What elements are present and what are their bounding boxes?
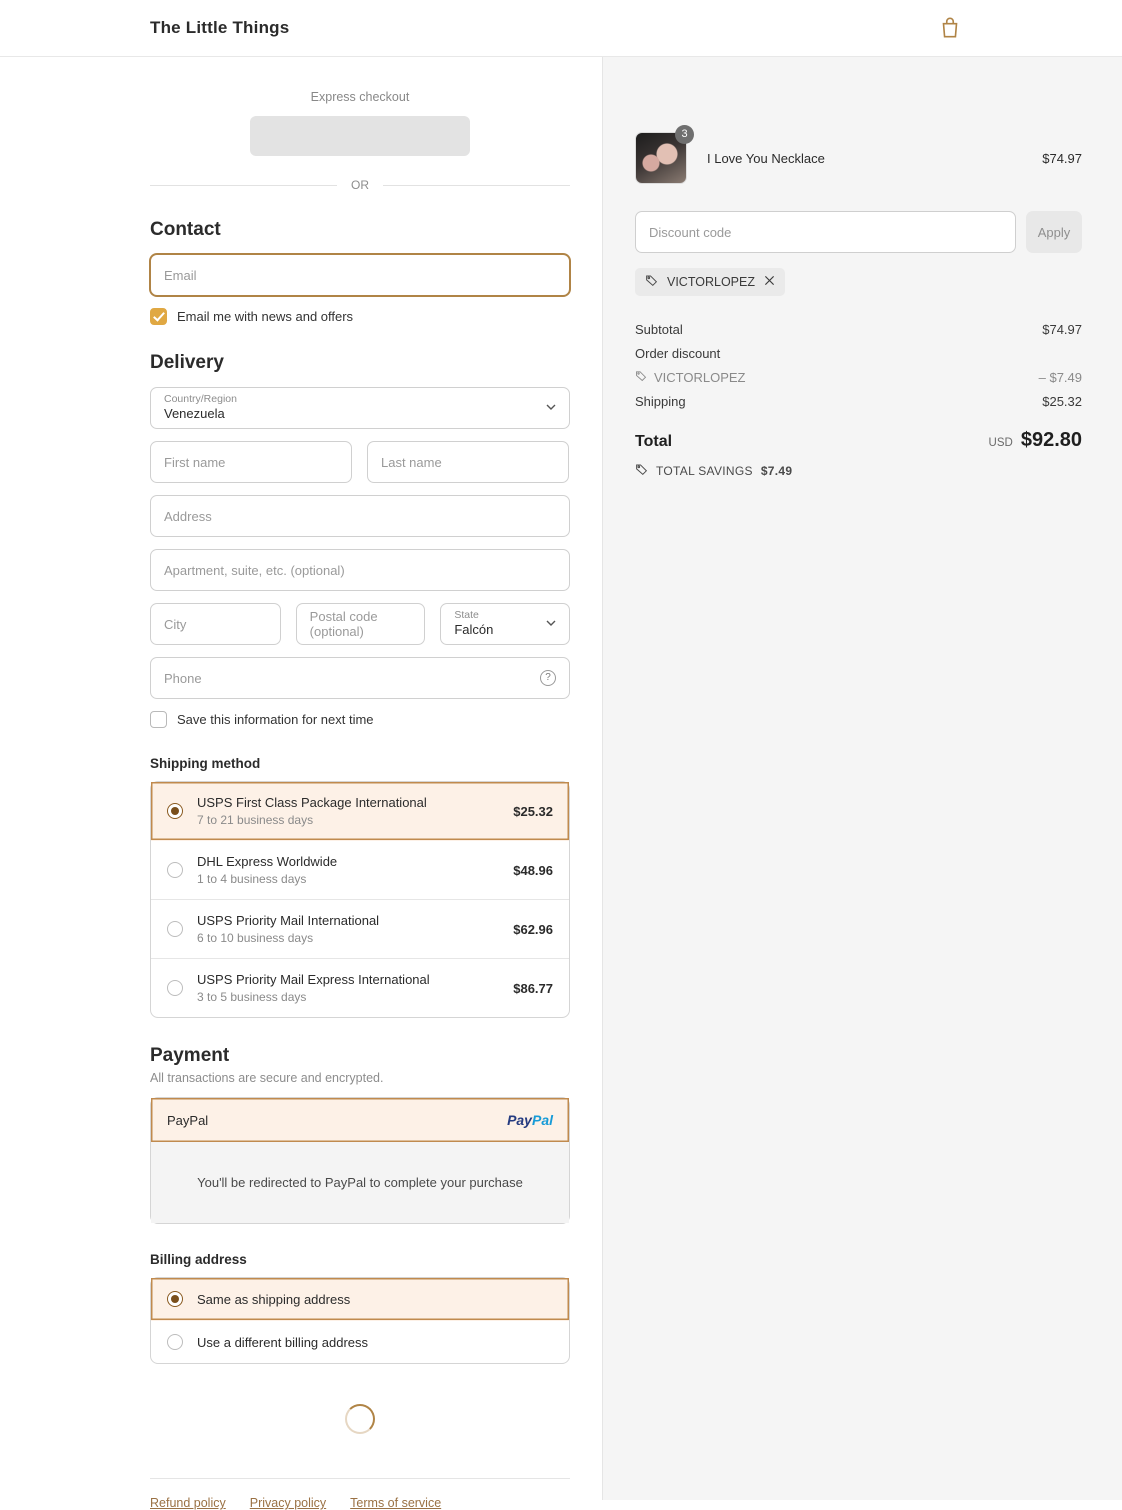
address-placeholder: Address <box>164 508 212 524</box>
remove-discount-icon[interactable] <box>764 275 775 289</box>
postal-code-placeholder: Postal code (optional) <box>309 609 378 639</box>
loading-spinner-icon <box>345 1404 375 1434</box>
contact-heading: Contact <box>150 219 221 240</box>
help-icon[interactable]: ? <box>540 670 556 686</box>
address-field[interactable] <box>150 495 570 537</box>
or-text: OR <box>351 178 369 192</box>
newsletter-checkbox-row[interactable] <box>150 308 570 325</box>
email-placeholder: Email <box>164 267 197 283</box>
total-savings-label: TOTAL SAVINGS <box>656 464 753 478</box>
name-row <box>150 441 570 495</box>
save-info-checkbox[interactable] <box>150 711 167 728</box>
divider-line-right <box>383 185 570 186</box>
product-price: $74.97 <box>1042 150 1082 166</box>
discount-placeholder: Discount code <box>649 224 732 240</box>
postal-code-field[interactable] <box>296 603 426 645</box>
page-header <box>0 0 1122 57</box>
loading-spinner-area <box>150 1404 570 1434</box>
shipping-option-eta: 3 to 5 business days <box>197 990 307 1004</box>
paypal-redirect-note: You'll be redirected to PayPal to complete your purchase <box>151 1142 569 1223</box>
city-postal-state-row <box>150 603 570 657</box>
footer-links <box>150 1478 570 1510</box>
chevron-down-icon <box>545 617 557 632</box>
summary-row-order-discount <box>635 346 1082 361</box>
shipping-option-name: USPS Priority Mail Express International <box>197 972 430 987</box>
city-placeholder: City <box>164 616 187 632</box>
phone-placeholder: Phone <box>164 670 202 686</box>
country-value: Venezuela <box>164 406 225 421</box>
tag-icon <box>635 463 648 479</box>
billing-address-group <box>150 1277 570 1364</box>
radio-icon[interactable] <box>167 921 183 937</box>
first-name-field[interactable] <box>150 441 352 483</box>
email-field[interactable] <box>150 254 570 296</box>
billing-option-label: Same as shipping address <box>197 1291 351 1307</box>
summary-label: Subtotal <box>635 322 683 337</box>
summary-label: Shipping <box>635 394 686 409</box>
product-thumbnail <box>635 128 688 184</box>
quantity-badge: 3 <box>675 125 694 144</box>
shipping-option-price: $48.96 <box>513 862 553 878</box>
express-checkout-label: Express checkout <box>310 90 410 104</box>
billing-option-same[interactable] <box>151 1278 569 1321</box>
or-divider <box>150 178 570 192</box>
total-savings-value: $7.49 <box>760 464 793 478</box>
applied-discount-chip <box>635 268 785 296</box>
shopping-bag-icon[interactable] <box>937 15 963 41</box>
billing-address-heading: Billing address <box>150 1252 247 1267</box>
apartment-field[interactable] <box>150 549 570 591</box>
paypal-logo-icon: PayPal <box>507 1112 553 1128</box>
phone-field[interactable] <box>150 657 570 699</box>
chevron-down-icon <box>545 401 557 416</box>
express-checkout-button[interactable] <box>250 116 470 156</box>
state-label: State <box>454 609 479 621</box>
radio-icon[interactable] <box>167 803 183 819</box>
radio-icon[interactable] <box>167 1291 183 1307</box>
country-select[interactable] <box>150 387 570 429</box>
shipping-option-price: $25.32 <box>513 803 553 819</box>
last-name-field[interactable] <box>367 441 569 483</box>
shipping-option[interactable] <box>151 959 569 1017</box>
summary-row-discount-code <box>635 370 1082 385</box>
shipping-option-eta: 1 to 4 business days <box>197 872 307 886</box>
radio-icon[interactable] <box>167 1334 183 1350</box>
applied-discount-code: VICTORLOPEZ <box>667 275 755 289</box>
shipping-option-eta: 7 to 21 business days <box>197 813 314 827</box>
summary-value: $74.97 <box>1042 322 1082 337</box>
save-info-label: Save this information for next time <box>177 712 374 727</box>
radio-icon[interactable] <box>167 980 183 996</box>
shipping-method-group <box>150 781 570 1018</box>
payment-heading: Payment <box>150 1045 230 1066</box>
total-savings-row <box>635 463 1082 479</box>
shipping-method-heading: Shipping method <box>150 756 261 771</box>
divider-line-left <box>150 185 337 186</box>
refund-policy-link[interactable]: Refund policy <box>150 1496 226 1510</box>
summary-label: Order discount <box>635 346 721 361</box>
terms-of-service-link[interactable]: Terms of service <box>350 1496 442 1510</box>
apply-discount-button[interactable]: Apply <box>1026 211 1082 253</box>
currency-label: USD <box>988 437 1013 449</box>
state-value: Falcón <box>454 622 494 637</box>
shipping-option-name: DHL Express Worldwide <box>197 854 338 869</box>
shipping-option-price: $86.77 <box>513 980 553 996</box>
city-field[interactable] <box>150 603 281 645</box>
checkout-form-column <box>0 57 602 1510</box>
cart-item <box>635 128 1082 184</box>
country-label: Country/Region <box>164 393 237 405</box>
shop-name: The Little Things <box>150 18 290 37</box>
discount-row <box>635 211 1082 253</box>
apartment-placeholder: Apartment, suite, etc. (optional) <box>164 562 345 578</box>
shipping-option-name: USPS First Class Package International <box>197 795 427 810</box>
delivery-heading: Delivery <box>150 352 224 373</box>
order-summary-column <box>602 57 1122 1500</box>
summary-row-shipping <box>635 394 1082 409</box>
shipping-option-price: $62.96 <box>513 921 553 937</box>
total-amount: $92.80 <box>1020 429 1082 451</box>
discount-code-input[interactable] <box>635 211 1016 253</box>
billing-option-label: Use a different billing address <box>197 1334 369 1350</box>
summary-value: – $7.49 <box>1038 370 1082 385</box>
radio-icon[interactable] <box>167 862 183 878</box>
summary-label: VICTORLOPEZ <box>654 370 746 385</box>
billing-option-different[interactable] <box>151 1321 569 1363</box>
newsletter-checkbox[interactable] <box>150 308 167 325</box>
payment-note: All transactions are secure and encrypted. <box>150 1071 384 1085</box>
last-name-placeholder: Last name <box>381 454 442 470</box>
save-info-checkbox-row[interactable] <box>150 711 570 728</box>
paypal-label: PayPal <box>167 1112 209 1128</box>
newsletter-label: Email me with news and offers <box>177 309 354 324</box>
shipping-option[interactable] <box>151 900 569 959</box>
first-name-placeholder: First name <box>164 454 226 470</box>
summary-row-total <box>635 429 1082 452</box>
paypal-option[interactable] <box>151 1098 569 1142</box>
shipping-option-name: USPS Priority Mail International <box>197 913 380 928</box>
total-label: Total <box>635 433 673 450</box>
shipping-option-eta: 6 to 10 business days <box>197 931 314 945</box>
summary-row-subtotal <box>635 322 1082 337</box>
summary-value: $25.32 <box>1042 394 1082 409</box>
privacy-policy-link[interactable]: Privacy policy <box>249 1496 327 1510</box>
shipping-option[interactable] <box>151 782 569 841</box>
state-select[interactable] <box>440 603 570 645</box>
tag-icon <box>635 370 647 385</box>
product-title: I Love You Necklace <box>707 150 825 166</box>
shipping-option[interactable] <box>151 841 569 900</box>
payment-method-box <box>150 1097 570 1224</box>
tag-icon <box>645 274 658 290</box>
